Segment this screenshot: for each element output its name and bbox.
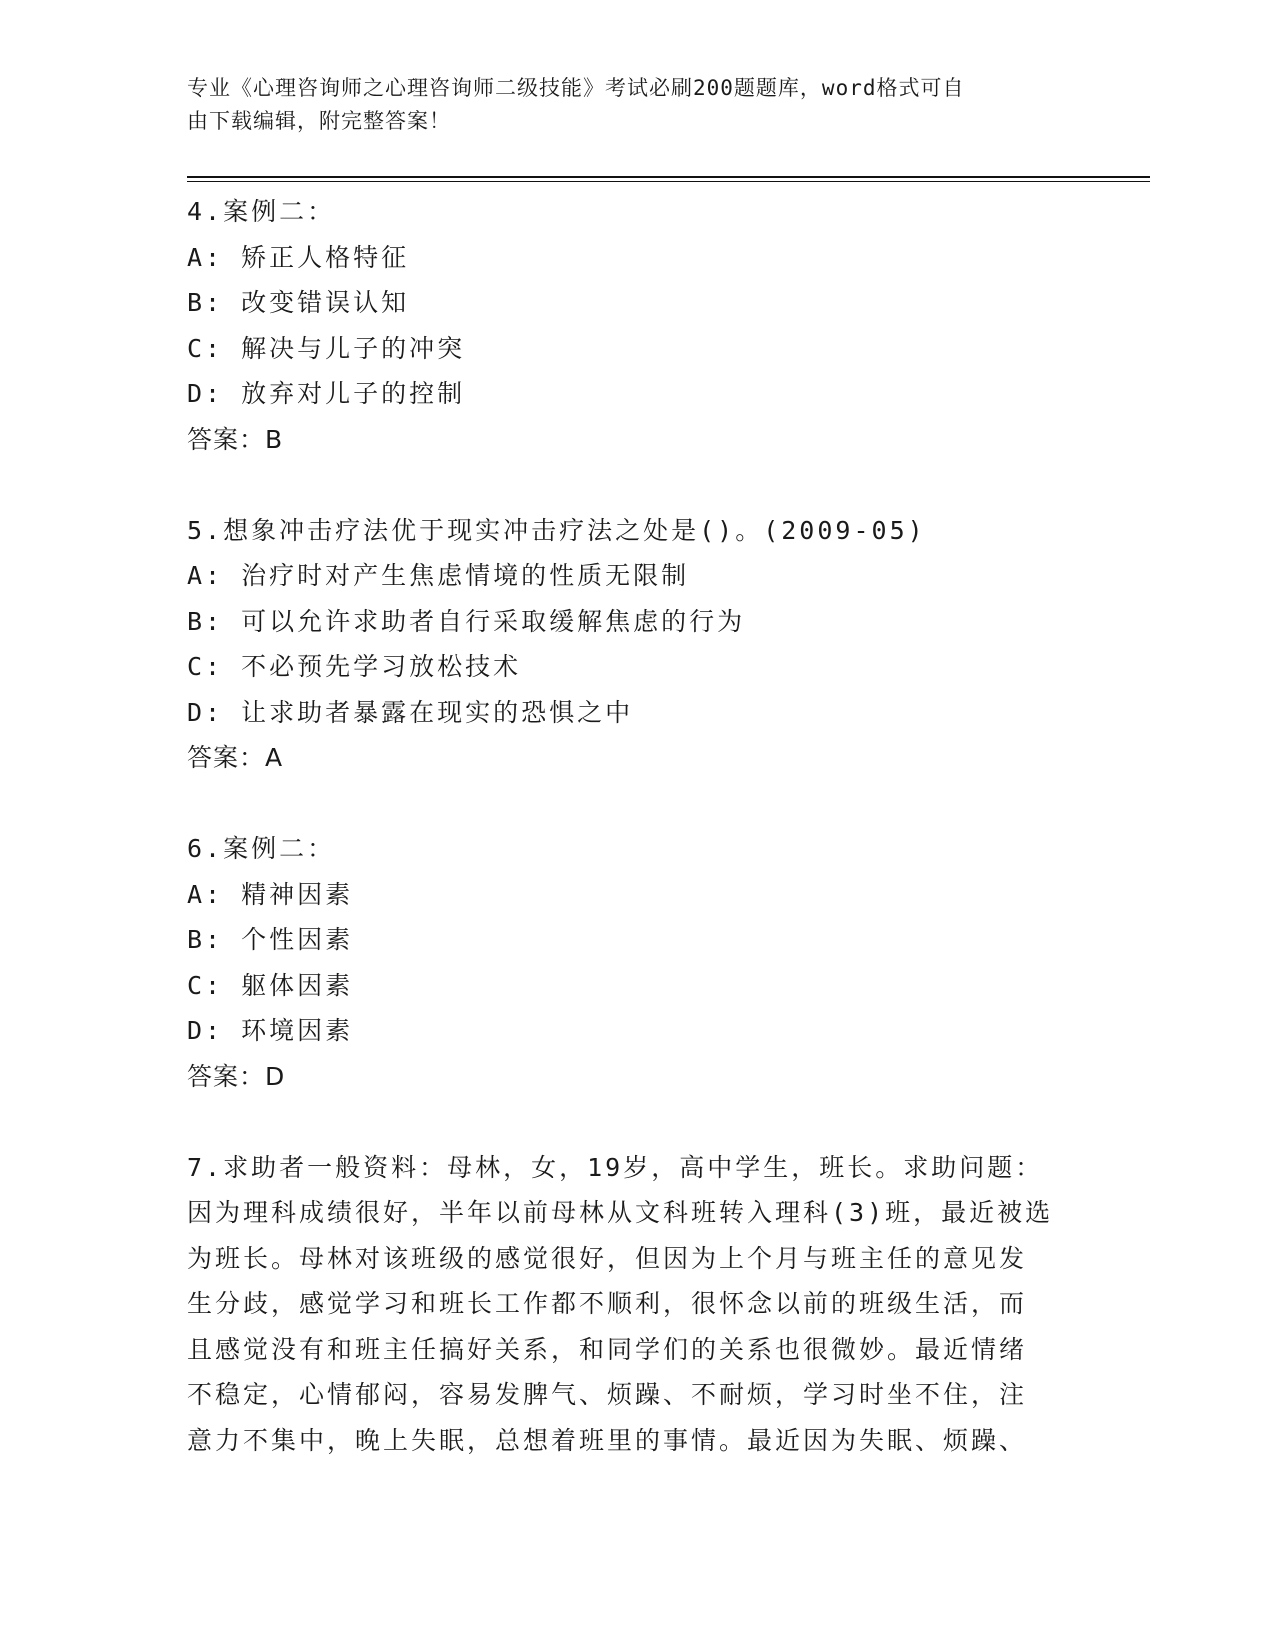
spacer bbox=[187, 1099, 1072, 1145]
question-7-line: 为班长。母林对该班级的感觉很好，但因为上个月与班主任的意见发 bbox=[187, 1243, 1028, 1273]
option-a: A: 治疗时对产生焦虑情境的性质无限制 bbox=[187, 561, 690, 590]
document-header bbox=[187, 72, 1067, 138]
answer: 答案：B bbox=[187, 424, 284, 454]
question-7-line: 意力不集中，晚上失眠，总想着班里的事情。最近因为失眠、烦躁、 bbox=[187, 1425, 1028, 1455]
question-7-line: 因为理科成绩很好，半年以前母林从文科班转入理科(3)班，最近被选 bbox=[187, 1198, 1054, 1227]
question-5 bbox=[187, 508, 1072, 781]
header-line-2: 由下载编辑，附完整答案！ bbox=[187, 109, 451, 133]
header-divider-thick bbox=[187, 176, 1150, 178]
header-line-1: 专业《心理咨询师之心理咨询师二级技能》考试必刷200题题库，word格式可自 bbox=[187, 76, 965, 100]
question-7-line: 且感觉没有和班主任搞好关系，和同学们的关系也很微妙。最近情绪 bbox=[187, 1334, 1028, 1364]
answer: 答案：D bbox=[187, 1061, 286, 1091]
spacer bbox=[187, 462, 1072, 508]
question-stem: 6.案例二： bbox=[187, 834, 336, 863]
option-c: C: 躯体因素 bbox=[187, 970, 354, 1000]
question-4 bbox=[187, 189, 1072, 462]
option-d: D: 放弃对儿子的控制 bbox=[187, 379, 466, 408]
spacer bbox=[187, 781, 1072, 827]
option-d: D: 环境因素 bbox=[187, 1016, 354, 1045]
header-divider-thin bbox=[187, 181, 1150, 182]
question-6 bbox=[187, 826, 1072, 1099]
option-b: B: 可以允许求助者自行采取缓解焦虑的行为 bbox=[187, 606, 746, 636]
question-stem: 5.想象冲击疗法优于现实冲击疗法之处是()。(2009-05) bbox=[187, 515, 926, 545]
question-7-line: 7.求助者一般资料：母林，女，19岁，高中学生，班长。求助问题： bbox=[187, 1152, 1044, 1182]
option-a: A: 精神因素 bbox=[187, 879, 354, 909]
question-list bbox=[187, 189, 1072, 1463]
option-b: B: 个性因素 bbox=[187, 925, 354, 954]
question-7-line: 不稳定，心情郁闷，容易发脾气、烦躁、不耐烦，学习时坐不住，注 bbox=[187, 1380, 1028, 1409]
option-a: A: 矫正人格特征 bbox=[187, 242, 410, 272]
option-c: C: 不必预先学习放松技术 bbox=[187, 652, 522, 681]
question-stem: 4.案例二： bbox=[187, 197, 336, 226]
option-d: D: 让求助者暴露在现实的恐惧之中 bbox=[187, 697, 634, 727]
question-7 bbox=[187, 1145, 1072, 1464]
question-7-line: 生分歧，感觉学习和班长工作都不顺利，很怀念以前的班级生活，而 bbox=[187, 1289, 1028, 1318]
option-b: B: 改变错误认知 bbox=[187, 288, 410, 317]
answer: 答案：A bbox=[187, 743, 284, 772]
option-c: C: 解决与儿子的冲突 bbox=[187, 333, 466, 363]
